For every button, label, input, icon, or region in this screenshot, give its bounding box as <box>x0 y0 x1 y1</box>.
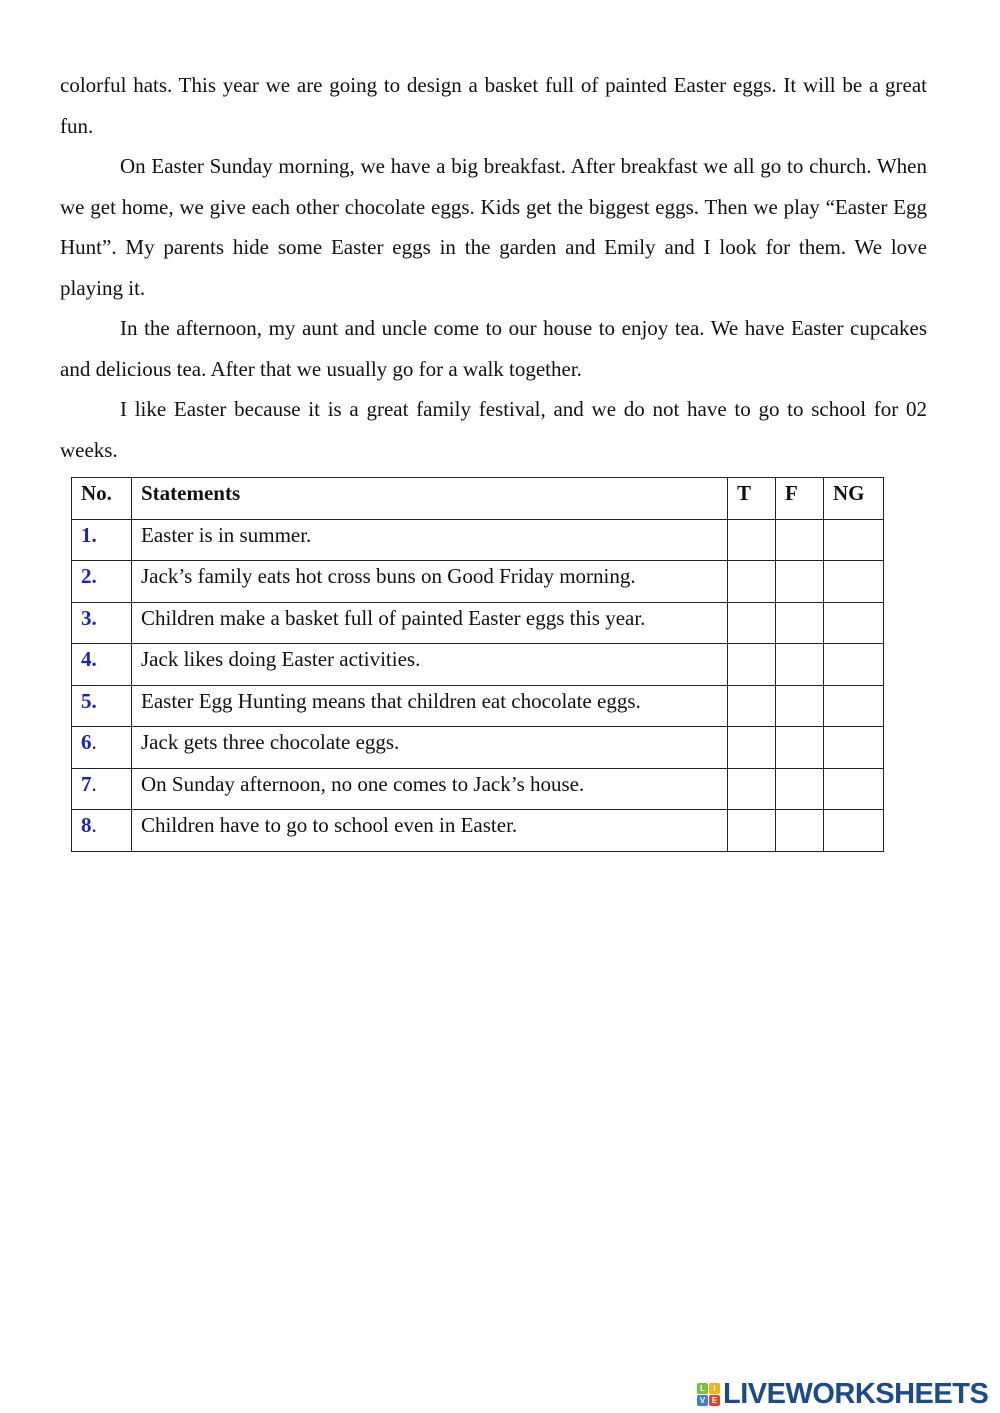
row-number-digit: 3 <box>81 605 92 630</box>
statement-cell: Easter is in summer. <box>132 519 728 561</box>
row-number-dot: . <box>91 771 97 796</box>
answer-ng-cell[interactable] <box>824 685 884 727</box>
answer-ng-cell[interactable] <box>824 644 884 686</box>
answer-ng-cell[interactable] <box>824 602 884 644</box>
row-number-dot: . <box>91 522 97 547</box>
header-no: No. <box>72 478 132 520</box>
table-row <box>72 561 884 603</box>
header-ng: NG <box>824 478 884 520</box>
answer-f-cell[interactable] <box>776 685 824 727</box>
answer-t-cell[interactable] <box>728 602 776 644</box>
answer-f-cell[interactable] <box>776 561 824 603</box>
row-number-dot: . <box>91 564 97 588</box>
row-number <box>72 810 132 852</box>
answer-ng-cell[interactable] <box>824 768 884 810</box>
row-number-digit: 7 <box>81 771 92 796</box>
table-header-row <box>72 478 884 520</box>
table-row <box>72 602 884 644</box>
row-number <box>72 602 132 644</box>
paragraph-1: colorful hats. This year we are going to design a basket full of painted Easter eggs. It will be a great fun. <box>60 73 927 138</box>
statement-cell: Jack gets three chocolate eggs. <box>132 727 728 769</box>
row-number-digit: 8 <box>81 813 92 837</box>
statement-cell: On Sunday afternoon, no one comes to Jack’s house. <box>132 768 728 810</box>
answer-f-cell[interactable] <box>776 519 824 561</box>
paragraph-4: I like Easter because it is a great family festival, and we do not have to go to school for 02 weeks. <box>60 397 927 462</box>
paragraph-3: In the afternoon, my aunt and uncle come to our house to enjoy tea. We have Easter cupcakes and delicious tea. After that we usually go for a walk together. <box>60 316 927 381</box>
statement-cell: Easter Egg Hunting means that children eat chocolate eggs. <box>132 685 728 727</box>
answer-ng-cell[interactable] <box>824 519 884 561</box>
table-row <box>72 644 884 686</box>
statement-cell: Children make a basket full of painted Easter eggs this year. <box>132 602 728 644</box>
statement-cell: Children have to go to school even in Easter. <box>132 810 728 852</box>
row-number-digit: 2 <box>81 564 92 588</box>
answer-f-cell[interactable] <box>776 810 824 852</box>
table-row <box>72 519 884 561</box>
answer-t-cell[interactable] <box>728 768 776 810</box>
table-row <box>72 685 884 727</box>
answer-t-cell[interactable] <box>728 561 776 603</box>
true-false-table <box>71 477 884 852</box>
row-number <box>72 727 132 769</box>
row-number-dot: . <box>91 647 97 671</box>
answer-ng-cell[interactable] <box>824 810 884 852</box>
logo-text: LIVEWORKSHEETS <box>723 1378 989 1410</box>
answer-t-cell[interactable] <box>728 727 776 769</box>
row-number <box>72 519 132 561</box>
row-number-digit: 4 <box>81 647 92 671</box>
answer-f-cell[interactable] <box>776 644 824 686</box>
table-row <box>72 768 884 810</box>
row-number-dot: . <box>91 605 97 630</box>
answer-ng-cell[interactable] <box>824 561 884 603</box>
answer-f-cell[interactable] <box>776 602 824 644</box>
statement-cell: Jack likes doing Easter activities. <box>132 644 728 686</box>
answer-ng-cell[interactable] <box>824 727 884 769</box>
row-number <box>72 561 132 603</box>
row-number-dot: . <box>91 688 97 713</box>
row-number <box>72 685 132 727</box>
row-number <box>72 644 132 686</box>
answer-t-cell[interactable] <box>728 519 776 561</box>
answer-f-cell[interactable] <box>776 727 824 769</box>
header-f: F <box>776 478 824 520</box>
statement-cell: Jack’s family eats hot cross buns on Good Friday morning. <box>132 561 728 603</box>
table-row <box>72 810 884 852</box>
row-number <box>72 768 132 810</box>
row-number-digit: 1 <box>81 522 92 547</box>
answer-t-cell[interactable] <box>728 685 776 727</box>
header-statements: Statements <box>132 478 728 520</box>
header-t: T <box>728 478 776 520</box>
row-number-dot: . <box>91 730 97 754</box>
answer-f-cell[interactable] <box>776 768 824 810</box>
paragraph-2: On Easter Sunday morning, we have a big breakfast. After breakfast we all go to church. When we get home, we give each other chocolate eggs. Kids get the biggest eggs. Then we play “Easter Egg Hunt”. My parents hide some Easter eggs in the garden and Emily and I look for them. We love playing it. <box>60 154 927 300</box>
row-number-digit: 5 <box>81 688 92 713</box>
row-number-dot: . <box>91 813 97 837</box>
table-row <box>72 727 884 769</box>
liveworksheets-logo <box>697 1378 988 1411</box>
answer-t-cell[interactable] <box>728 810 776 852</box>
answer-t-cell[interactable] <box>728 644 776 686</box>
row-number-digit: 6 <box>81 730 92 754</box>
logo-blocks-icon: L I V E <box>697 1383 720 1406</box>
